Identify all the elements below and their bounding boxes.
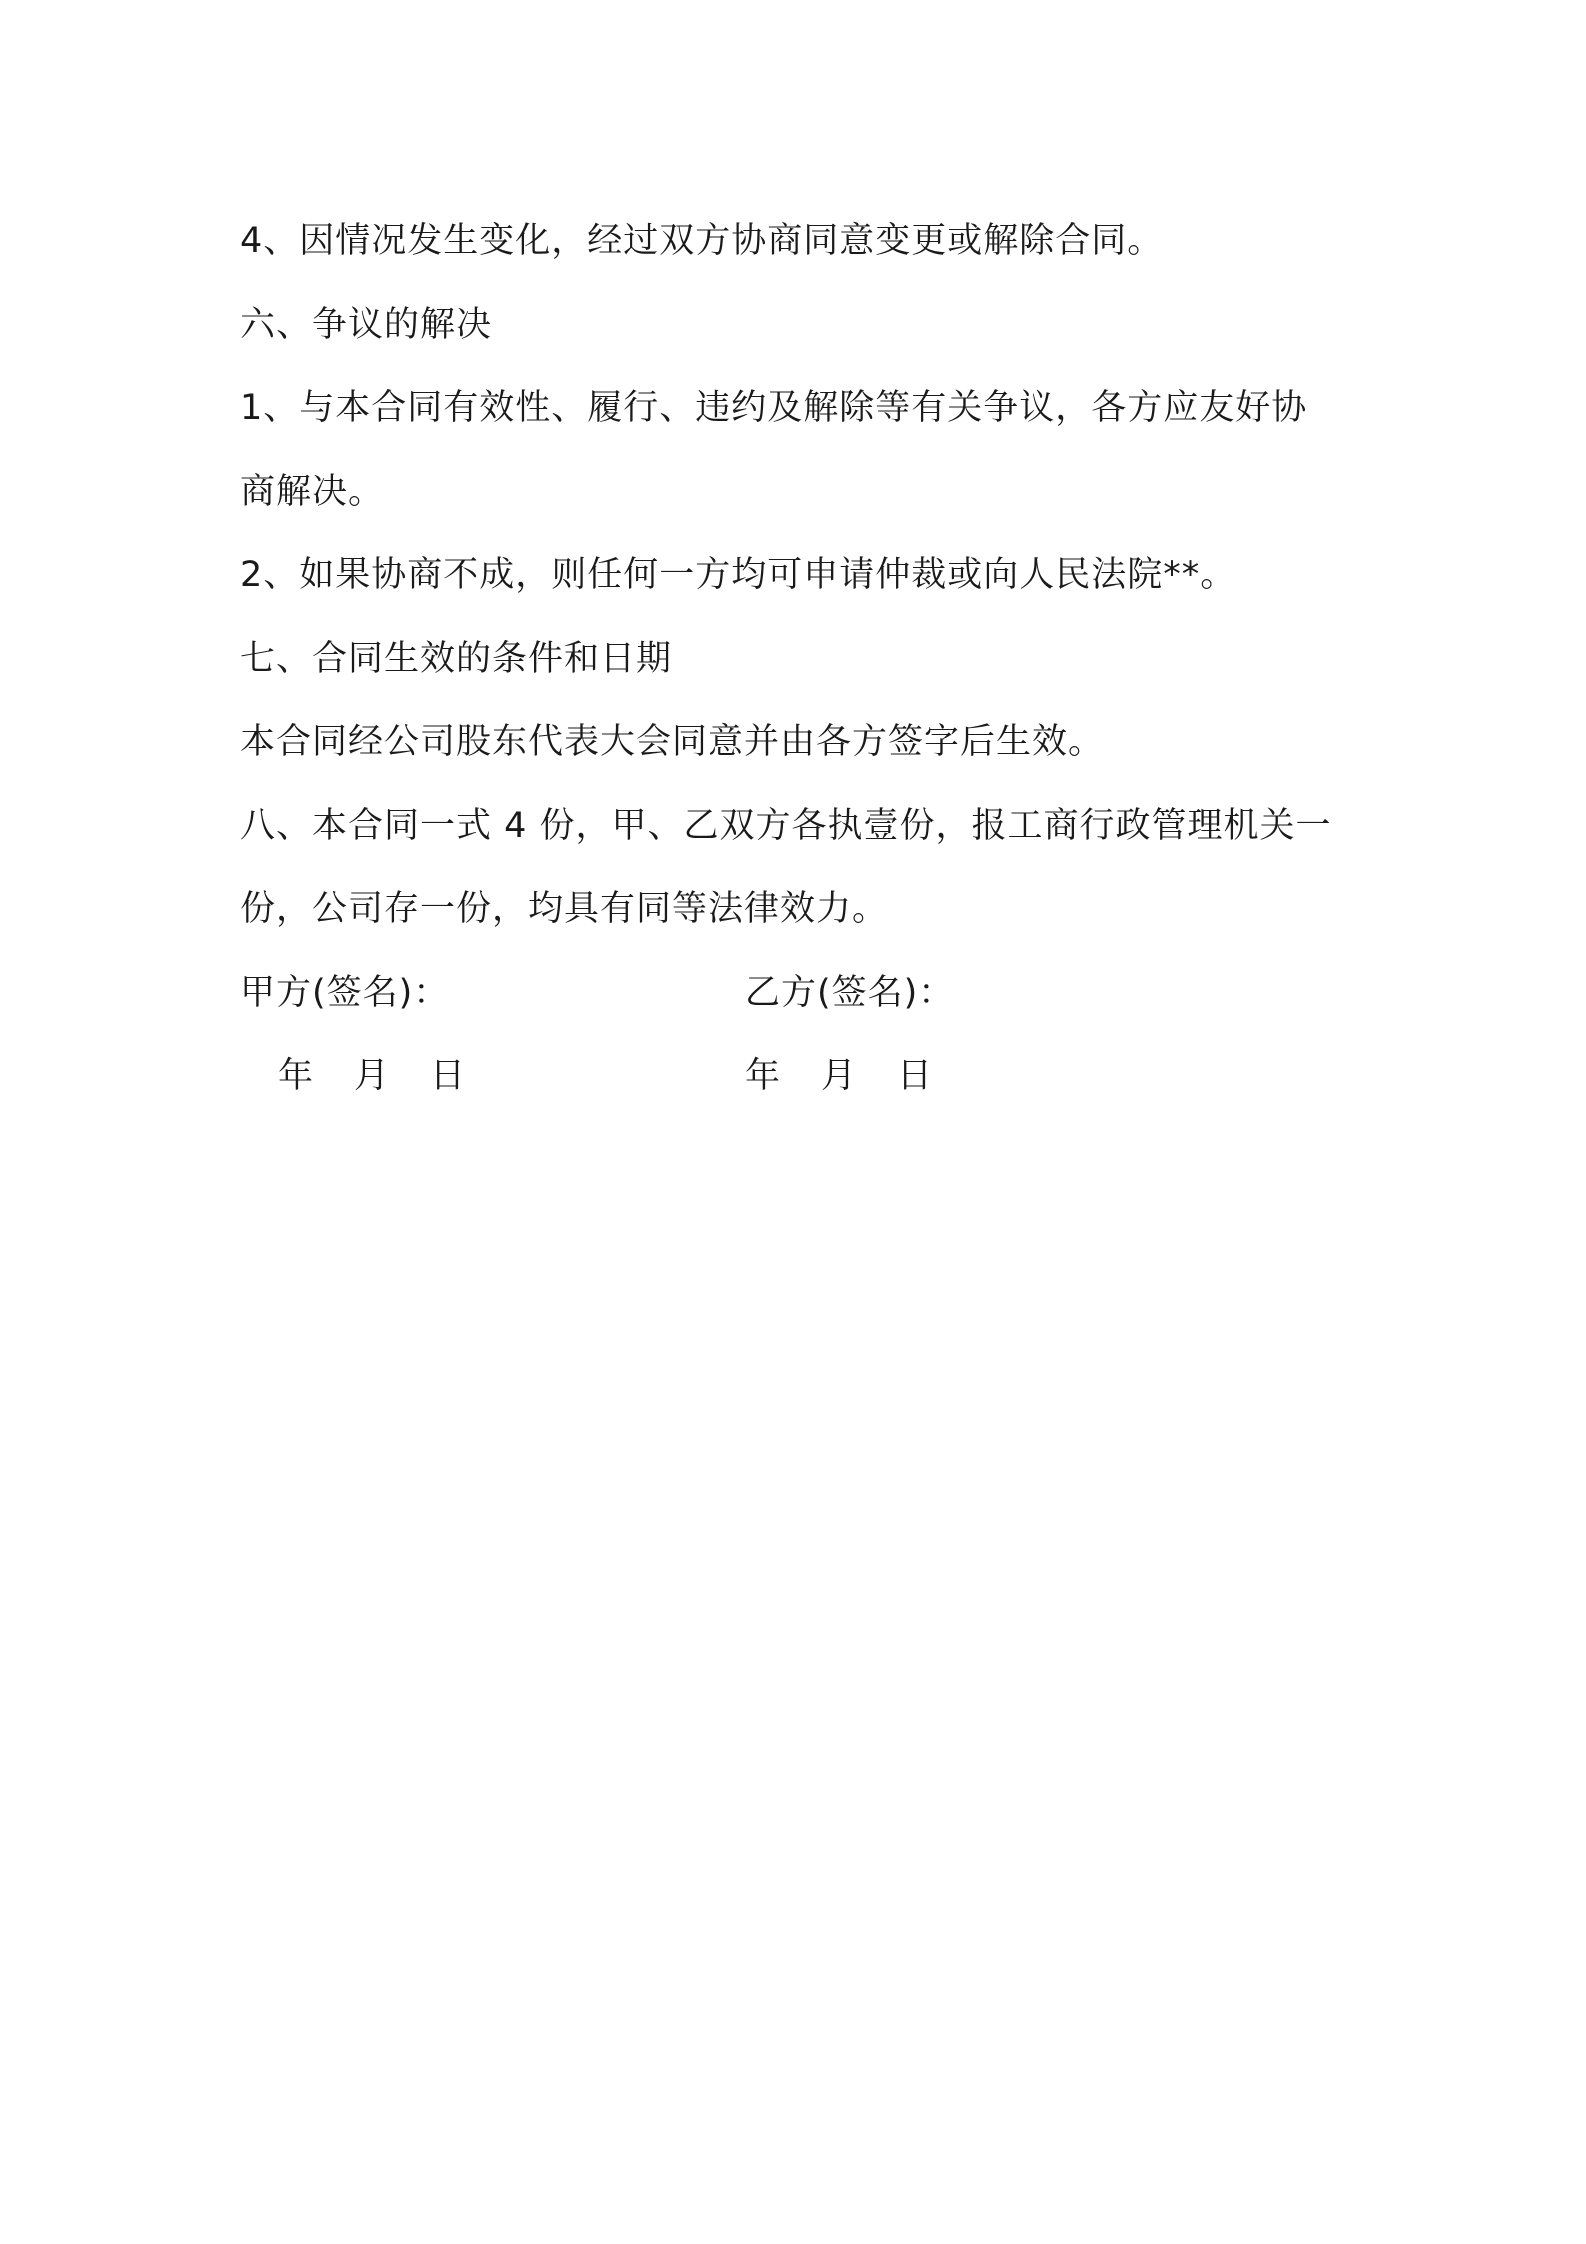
party-a-date-year: 年 [278,1056,315,1096]
party-a-date-day: 日 [430,1056,467,1096]
party-b-date-month: 月 [821,1056,858,1096]
date-row [240,1035,1360,1119]
party-b-date-year: 年 [745,1056,782,1096]
party-b-date-day: 日 [897,1056,934,1096]
party-a-signature-label: 甲方(签名)： [240,972,450,1013]
party-a-date [278,1035,466,1119]
section-6-heading: 六、争议的解决 [240,304,493,345]
party-b-date [745,1035,933,1119]
party-a-date-month: 月 [354,1056,391,1096]
section-8-text-line-2: 份，公司存一份，均具有同等法律效力。 [240,889,889,929]
document-body [240,200,1360,1119]
clause-2-text: 2、如果协商不成，则任何一方均可申请仲裁或向人民法院**。 [240,555,1237,595]
clause-4-text: 4、因情况发生变化，经过双方协商同意变更或解除合同。 [240,221,1164,261]
clause-1-text-line-1: 1、与本合同有效性、履行、违约及解除等有关争议，各方应友好协 [240,388,1308,428]
signature-row [240,952,1360,1036]
section-7-heading: 七、合同生效的条件和日期 [240,638,673,679]
section-8-text-line-1: 八、本合同一式 4 份，甲、乙双方各执壹份，报工商行政管理机关一 [240,805,1332,846]
clause-1-text-line-2: 商解决。 [240,471,385,512]
effectiveness-text: 本合同经公司股东代表大会同意并由各方签字后生效。 [240,722,1105,762]
party-b-signature-label: 乙方(签名)： [745,972,955,1013]
